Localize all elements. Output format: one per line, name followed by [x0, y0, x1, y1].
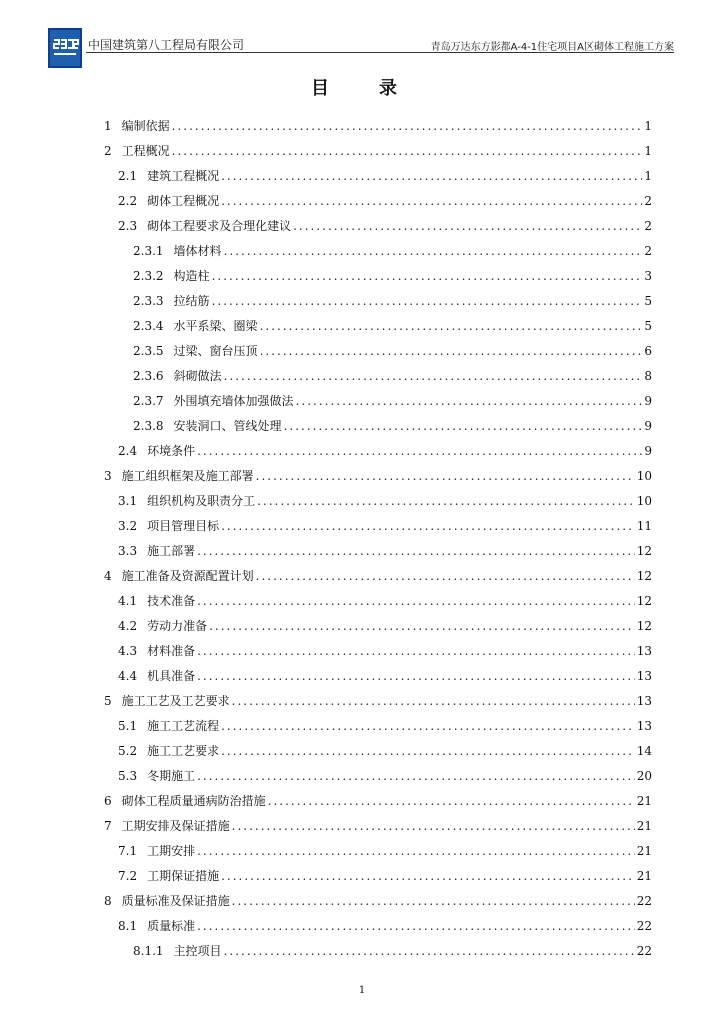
toc-entry-title: 项目管理目标 — [147, 519, 220, 533]
toc-entry-number: 2.2 — [118, 193, 138, 208]
toc-entry-title: 施工工艺流程 — [147, 719, 220, 733]
toc-entry-number: 2.1 — [118, 168, 138, 183]
toc-entry-page: 1 — [644, 118, 652, 133]
toc-entry[interactable] — [104, 763, 652, 788]
toc-entry[interactable] — [104, 563, 652, 588]
toc-entry-title: 施工组织框架及施工部署 — [121, 469, 254, 483]
toc-entry-title: 施工工艺及工艺要求 — [121, 694, 230, 708]
toc-entry[interactable] — [104, 738, 652, 763]
toc-entry-title: 施工部署 — [147, 544, 196, 558]
toc-entry-title: 技术准备 — [147, 594, 196, 608]
toc-dot-leader — [197, 444, 642, 458]
toc-entry-number: 4.3 — [118, 643, 138, 658]
toc-entry-number: 5.3 — [118, 768, 138, 783]
toc-entry[interactable] — [104, 513, 652, 538]
toc-entry-page: 21 — [636, 793, 652, 808]
toc-entry[interactable] — [104, 688, 652, 713]
toc-entry-page: 10 — [636, 468, 652, 483]
toc-entry-title: 材料准备 — [147, 644, 196, 658]
toc-dot-leader — [268, 794, 635, 808]
toc-entry-number: 7.2 — [118, 868, 138, 883]
toc-entry-title: 斜砌做法 — [173, 369, 222, 383]
toc-entry[interactable] — [104, 463, 652, 488]
toc-entry-page: 14 — [636, 743, 652, 758]
toc-entry-page: 12 — [636, 543, 652, 558]
toc-entry-page: 1 — [644, 168, 652, 183]
toc-entry-title: 水平系梁、圈梁 — [173, 319, 258, 333]
page-title: 目 录 — [311, 78, 413, 99]
toc-entry[interactable] — [104, 188, 652, 213]
toc-entry-number: 4.1 — [118, 593, 138, 608]
toc-entry-number: 2.3 — [118, 218, 138, 233]
toc-entry-number: 8.1.1 — [133, 943, 164, 958]
toc-entry-number: 2.3.6 — [133, 368, 164, 383]
toc-entry-title: 冬期施工 — [147, 769, 196, 783]
toc-entry-number: 7.1 — [118, 843, 138, 858]
toc-entry-page: 22 — [636, 918, 652, 933]
toc-entry-page: 12 — [636, 593, 652, 608]
toc-entry[interactable] — [104, 913, 652, 938]
toc-dot-leader — [197, 669, 635, 683]
toc-entry-page: 11 — [636, 518, 652, 533]
toc-entry-number: 2 — [104, 143, 112, 158]
toc-entry[interactable] — [104, 838, 652, 863]
toc-entry-title: 环境条件 — [147, 444, 196, 458]
toc-entry[interactable] — [104, 663, 652, 688]
toc-dot-leader — [212, 294, 643, 308]
toc-entry-number: 6 — [104, 793, 112, 808]
toc-entry-title: 拉结筋 — [173, 294, 210, 308]
toc-entry-title: 工期保证措施 — [147, 869, 220, 883]
toc-dot-leader — [197, 919, 635, 933]
toc-entry-page: 1 — [644, 143, 652, 158]
toc-entry[interactable] — [104, 313, 652, 338]
toc-entry-number: 2.4 — [118, 443, 138, 458]
toc-dot-leader — [212, 269, 643, 283]
toc-entry-number: 4.4 — [118, 668, 138, 683]
toc-entry-title: 劳动力准备 — [147, 619, 208, 633]
page-header — [48, 28, 674, 72]
toc-entry-number: 3 — [104, 468, 112, 483]
toc-dot-leader — [221, 194, 642, 208]
toc-dot-leader — [221, 719, 635, 733]
toc-entry-number: 5.1 — [118, 718, 138, 733]
toc-entry[interactable] — [104, 438, 652, 463]
toc-entry-page: 21 — [636, 868, 652, 883]
company-name: 中国建筑第八工程局有限公司 — [88, 38, 245, 52]
toc-entry-number: 2.3.5 — [133, 343, 164, 358]
header-divider — [86, 52, 674, 53]
toc-entry[interactable] — [104, 863, 652, 888]
toc-entry[interactable] — [104, 263, 652, 288]
toc-entry-title: 砌体工程质量通病防治措施 — [121, 794, 266, 808]
toc-entry-title: 质量标准 — [147, 919, 196, 933]
toc-entry-page: 6 — [644, 343, 652, 358]
toc-entry-title: 组织机构及职责分工 — [147, 494, 256, 508]
toc-entry[interactable] — [104, 388, 652, 413]
toc-dot-leader — [256, 569, 635, 583]
toc-entry-title: 机具准备 — [147, 669, 196, 683]
toc-entry-number: 2.3.4 — [133, 318, 164, 333]
toc-dot-leader — [221, 169, 642, 183]
toc-entry-number: 5 — [104, 693, 112, 708]
page-number: 1 — [358, 985, 366, 996]
toc-entry[interactable] — [104, 363, 652, 388]
toc-dot-leader — [224, 244, 643, 258]
toc-entry-page: 5 — [644, 318, 652, 333]
toc-entry-title: 墙体材料 — [173, 244, 222, 258]
toc-entry-title: 施工准备及资源配置计划 — [121, 569, 254, 583]
toc-entry-title: 主控项目 — [173, 944, 222, 958]
toc-dot-leader — [224, 944, 635, 958]
toc-entry-number: 8 — [104, 893, 112, 908]
toc-entry[interactable] — [104, 788, 652, 813]
toc-dot-leader — [197, 544, 635, 558]
toc-entry[interactable] — [104, 538, 652, 563]
toc-entry-title: 施工工艺要求 — [147, 744, 220, 758]
toc-dot-leader — [232, 694, 635, 708]
toc-entry-page: 22 — [636, 943, 652, 958]
toc-entry-number: 2.3.3 — [133, 293, 164, 308]
toc-entry[interactable] — [104, 338, 652, 363]
toc-entry-page: 2 — [644, 193, 652, 208]
toc-entry-number: 3.2 — [118, 518, 138, 533]
toc-entry-title: 工程概况 — [121, 144, 170, 158]
toc-entry[interactable] — [104, 888, 652, 913]
toc-entry[interactable] — [104, 288, 652, 313]
toc-entry[interactable] — [104, 588, 652, 613]
toc-entry-number: 3.1 — [118, 493, 138, 508]
toc-entry-number: 8.1 — [118, 918, 138, 933]
toc-entry-page: 21 — [636, 818, 652, 833]
toc-dot-leader — [284, 419, 643, 433]
toc-entry[interactable] — [104, 813, 652, 838]
toc-entry-page: 13 — [636, 693, 652, 708]
toc-dot-leader — [172, 119, 643, 133]
toc-entry-number: 7 — [104, 818, 112, 833]
toc-dot-leader — [257, 494, 635, 508]
toc-entry[interactable] — [104, 138, 652, 163]
toc-dot-leader — [197, 844, 635, 858]
toc-entry-title: 构造柱 — [173, 269, 210, 283]
toc-entry-page: 5 — [644, 293, 652, 308]
project-name: 青岛万达东方影都A-4-1住宅项目A区砌体工程施工方案 — [430, 42, 674, 53]
toc-dot-leader — [260, 319, 643, 333]
toc-entry-number: 2.3.7 — [133, 393, 164, 408]
toc-entry-title: 砌体工程要求及合理化建议 — [147, 219, 292, 233]
toc-entry-page: 20 — [636, 768, 652, 783]
toc-entry-page: 22 — [636, 893, 652, 908]
toc-dot-leader — [209, 619, 635, 633]
toc-entry-title: 编制依据 — [121, 119, 170, 133]
toc-dot-leader — [221, 519, 635, 533]
toc-entry-title: 外围填充墙体加强做法 — [173, 394, 294, 408]
toc-dot-leader — [197, 769, 635, 783]
toc-dot-leader — [221, 869, 635, 883]
toc-entry-page: 9 — [644, 393, 652, 408]
toc-entry-page: 3 — [644, 268, 652, 283]
toc-entry-page: 12 — [636, 568, 652, 583]
toc-entry[interactable] — [104, 713, 652, 738]
toc-entry[interactable] — [104, 238, 652, 263]
toc-entry[interactable] — [104, 163, 652, 188]
toc-entry-number: 4 — [104, 568, 112, 583]
toc-dot-leader — [293, 219, 642, 233]
toc-dot-leader — [221, 744, 635, 758]
toc-dot-leader — [172, 144, 643, 158]
toc-entry-number: 5.2 — [118, 743, 138, 758]
toc-entry[interactable] — [104, 213, 652, 238]
toc-entry-title: 建筑工程概况 — [147, 169, 220, 183]
toc-entry-page: 2 — [644, 218, 652, 233]
toc-dot-leader — [197, 594, 635, 608]
company-logo-icon — [48, 28, 82, 68]
toc-dot-leader — [232, 819, 635, 833]
toc-entry[interactable] — [104, 113, 652, 138]
toc-entry-number: 4.2 — [118, 618, 138, 633]
toc-entry[interactable] — [104, 413, 652, 438]
toc-entry[interactable] — [104, 488, 652, 513]
toc-dot-leader — [260, 344, 643, 358]
toc-entry-title: 质量标准及保证措施 — [121, 894, 230, 908]
toc-entry-number: 2.3.8 — [133, 418, 164, 433]
toc-entry-page: 21 — [636, 843, 652, 858]
toc-entry-number: 3.3 — [118, 543, 138, 558]
toc-entry-page: 10 — [636, 493, 652, 508]
toc-entry-page: 2 — [644, 243, 652, 258]
toc-dot-leader — [197, 644, 635, 658]
toc-entry-page: 9 — [644, 443, 652, 458]
toc-entry-page: 13 — [636, 718, 652, 733]
toc-entry-number: 2.3.1 — [133, 243, 164, 258]
toc-entry-title: 工期安排及保证措施 — [121, 819, 230, 833]
toc-entry-number: 2.3.2 — [133, 268, 164, 283]
toc-entry-number: 1 — [104, 118, 112, 133]
toc-dot-leader — [256, 469, 635, 483]
toc-entry-page: 12 — [636, 618, 652, 633]
toc-entry-page: 9 — [644, 418, 652, 433]
toc-entry-title: 安装洞口、管线处理 — [173, 419, 282, 433]
toc-entry[interactable] — [104, 613, 652, 638]
toc-dot-leader — [296, 394, 643, 408]
toc-entry-title: 砌体工程概况 — [147, 194, 220, 208]
toc-entry-title: 过梁、窗台压顶 — [173, 344, 258, 358]
toc-entry-title: 工期安排 — [147, 844, 196, 858]
toc-dot-leader — [232, 894, 635, 908]
toc-entry[interactable] — [104, 938, 652, 963]
toc-entry-page: 13 — [636, 668, 652, 683]
toc-entry-page: 13 — [636, 643, 652, 658]
toc-entry-page: 8 — [644, 368, 652, 383]
table-of-contents — [104, 113, 652, 963]
toc-entry[interactable] — [104, 638, 652, 663]
toc-dot-leader — [224, 369, 643, 383]
